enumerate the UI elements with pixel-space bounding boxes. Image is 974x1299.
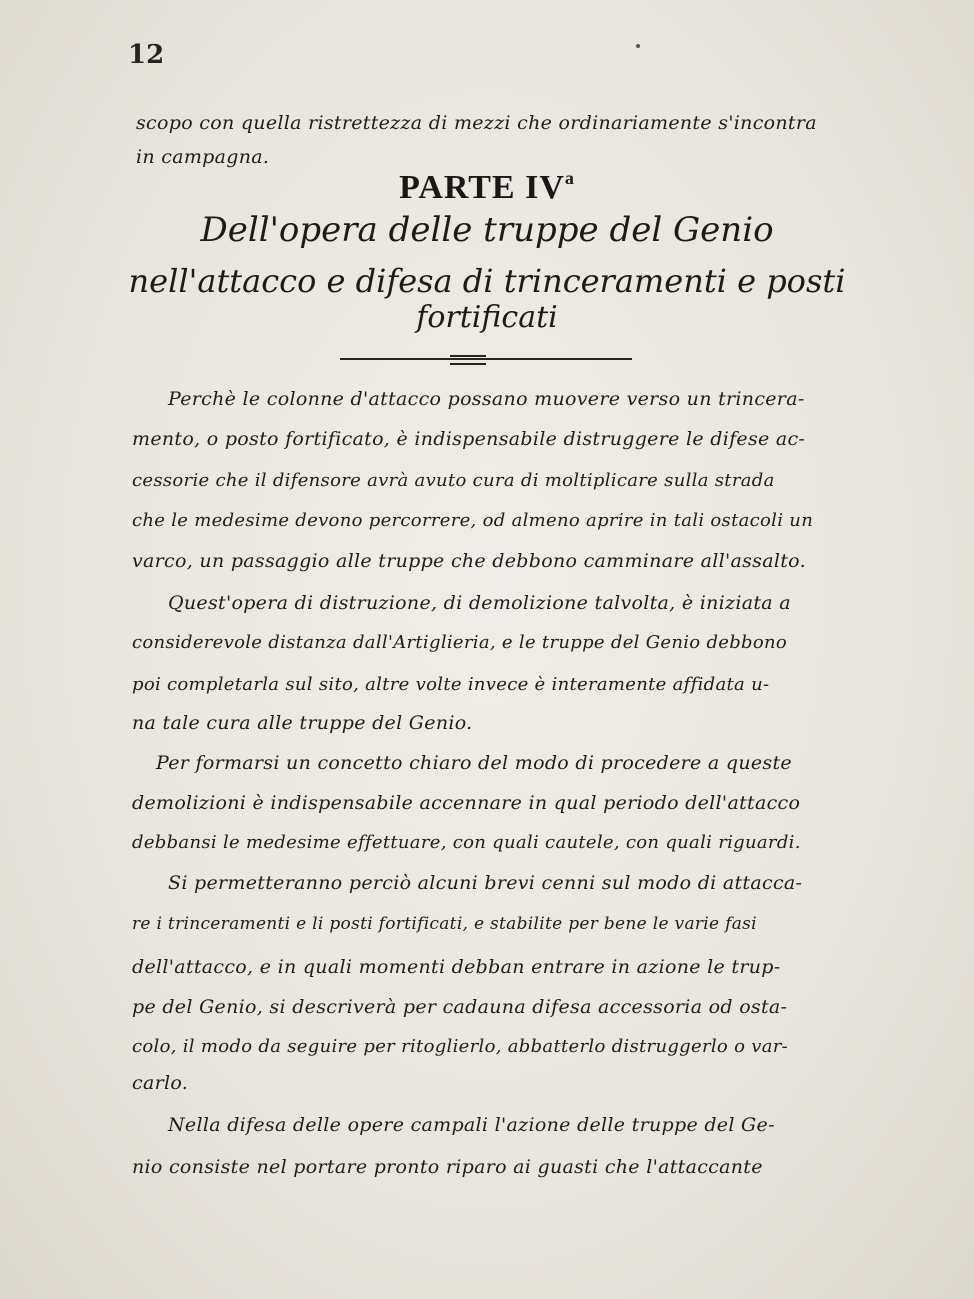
body-line: poi completarla sul sito, altre volte invece è interamente affidata u-: [132, 674, 770, 695]
body-line: na tale cura alle truppe del Genio.: [132, 712, 473, 734]
body-line: re i trinceramenti e li posti fortificati, e stabilite per bene le varie fasi: [132, 914, 757, 934]
chapter-title-line: Dell'opera delle truppe del Genio: [200, 210, 774, 250]
title-divider: [340, 358, 632, 360]
part-title: PARTE IV: [399, 169, 565, 206]
body-line: debbansi le medesime effettuare, con quali cautele, con quali riguardi.: [132, 832, 801, 853]
chapter-title-line: nell'attacco e difesa di trinceramenti e posti: [128, 262, 846, 300]
part-superscript: a: [564, 168, 575, 188]
body-line: carlo.: [132, 1072, 189, 1094]
body-line: che le medesime devono percorrere, od almeno aprire in tali ostacoli un: [132, 510, 814, 531]
body-line: colo, il modo da seguire per ritoglierlo, abbatterlo distruggerlo o var-: [132, 1036, 789, 1057]
body-line: pe del Genio, si descriverà per cadauna difesa accessoria od osta-: [132, 996, 788, 1018]
body-line: Perchè le colonne d'attacco possano muovere verso un trincera-: [168, 388, 805, 410]
body-line: cessorie che il difensore avrà avuto cura di moltiplicare sulla strada: [132, 470, 775, 491]
part-heading: [0, 168, 974, 207]
continuation-line: in campagna.: [136, 146, 270, 168]
body-line: mento, o posto fortificato, è indispensabile distruggere le difese ac-: [132, 428, 806, 450]
page-number: 12: [128, 40, 165, 70]
divider-ornament: [450, 355, 486, 365]
body-line: dell'attacco, e in quali momenti debban entrare in azione le trup-: [132, 956, 781, 978]
chapter-title-line: fortificati: [416, 300, 558, 335]
body-line: nio consiste nel portare pronto riparo ai guasti che l'attaccante: [132, 1156, 763, 1178]
continuation-line: scopo con quella ristrettezza di mezzi che ordinariamente s'incontra: [136, 112, 817, 134]
body-line: demolizioni è indispensabile accennare in qual periodo dell'attacco: [132, 792, 801, 814]
body-line: Si permetteranno perciò alcuni brevi cenni sul modo di attacca-: [168, 872, 803, 894]
body-line: Nella difesa delle opere campali l'azione delle truppe del Ge-: [168, 1114, 775, 1136]
body-line: Per formarsi un concetto chiaro del modo di procedere a queste: [156, 752, 792, 774]
body-line: considerevole distanza dall'Artiglieria, e le truppe del Genio debbono: [132, 632, 788, 653]
body-line: varco, un passaggio alle truppe che debbono camminare all'assalto.: [132, 550, 806, 572]
ink-spot: [636, 44, 640, 48]
body-line: Quest'opera di distruzione, di demolizione talvolta, è iniziata a: [168, 592, 791, 614]
